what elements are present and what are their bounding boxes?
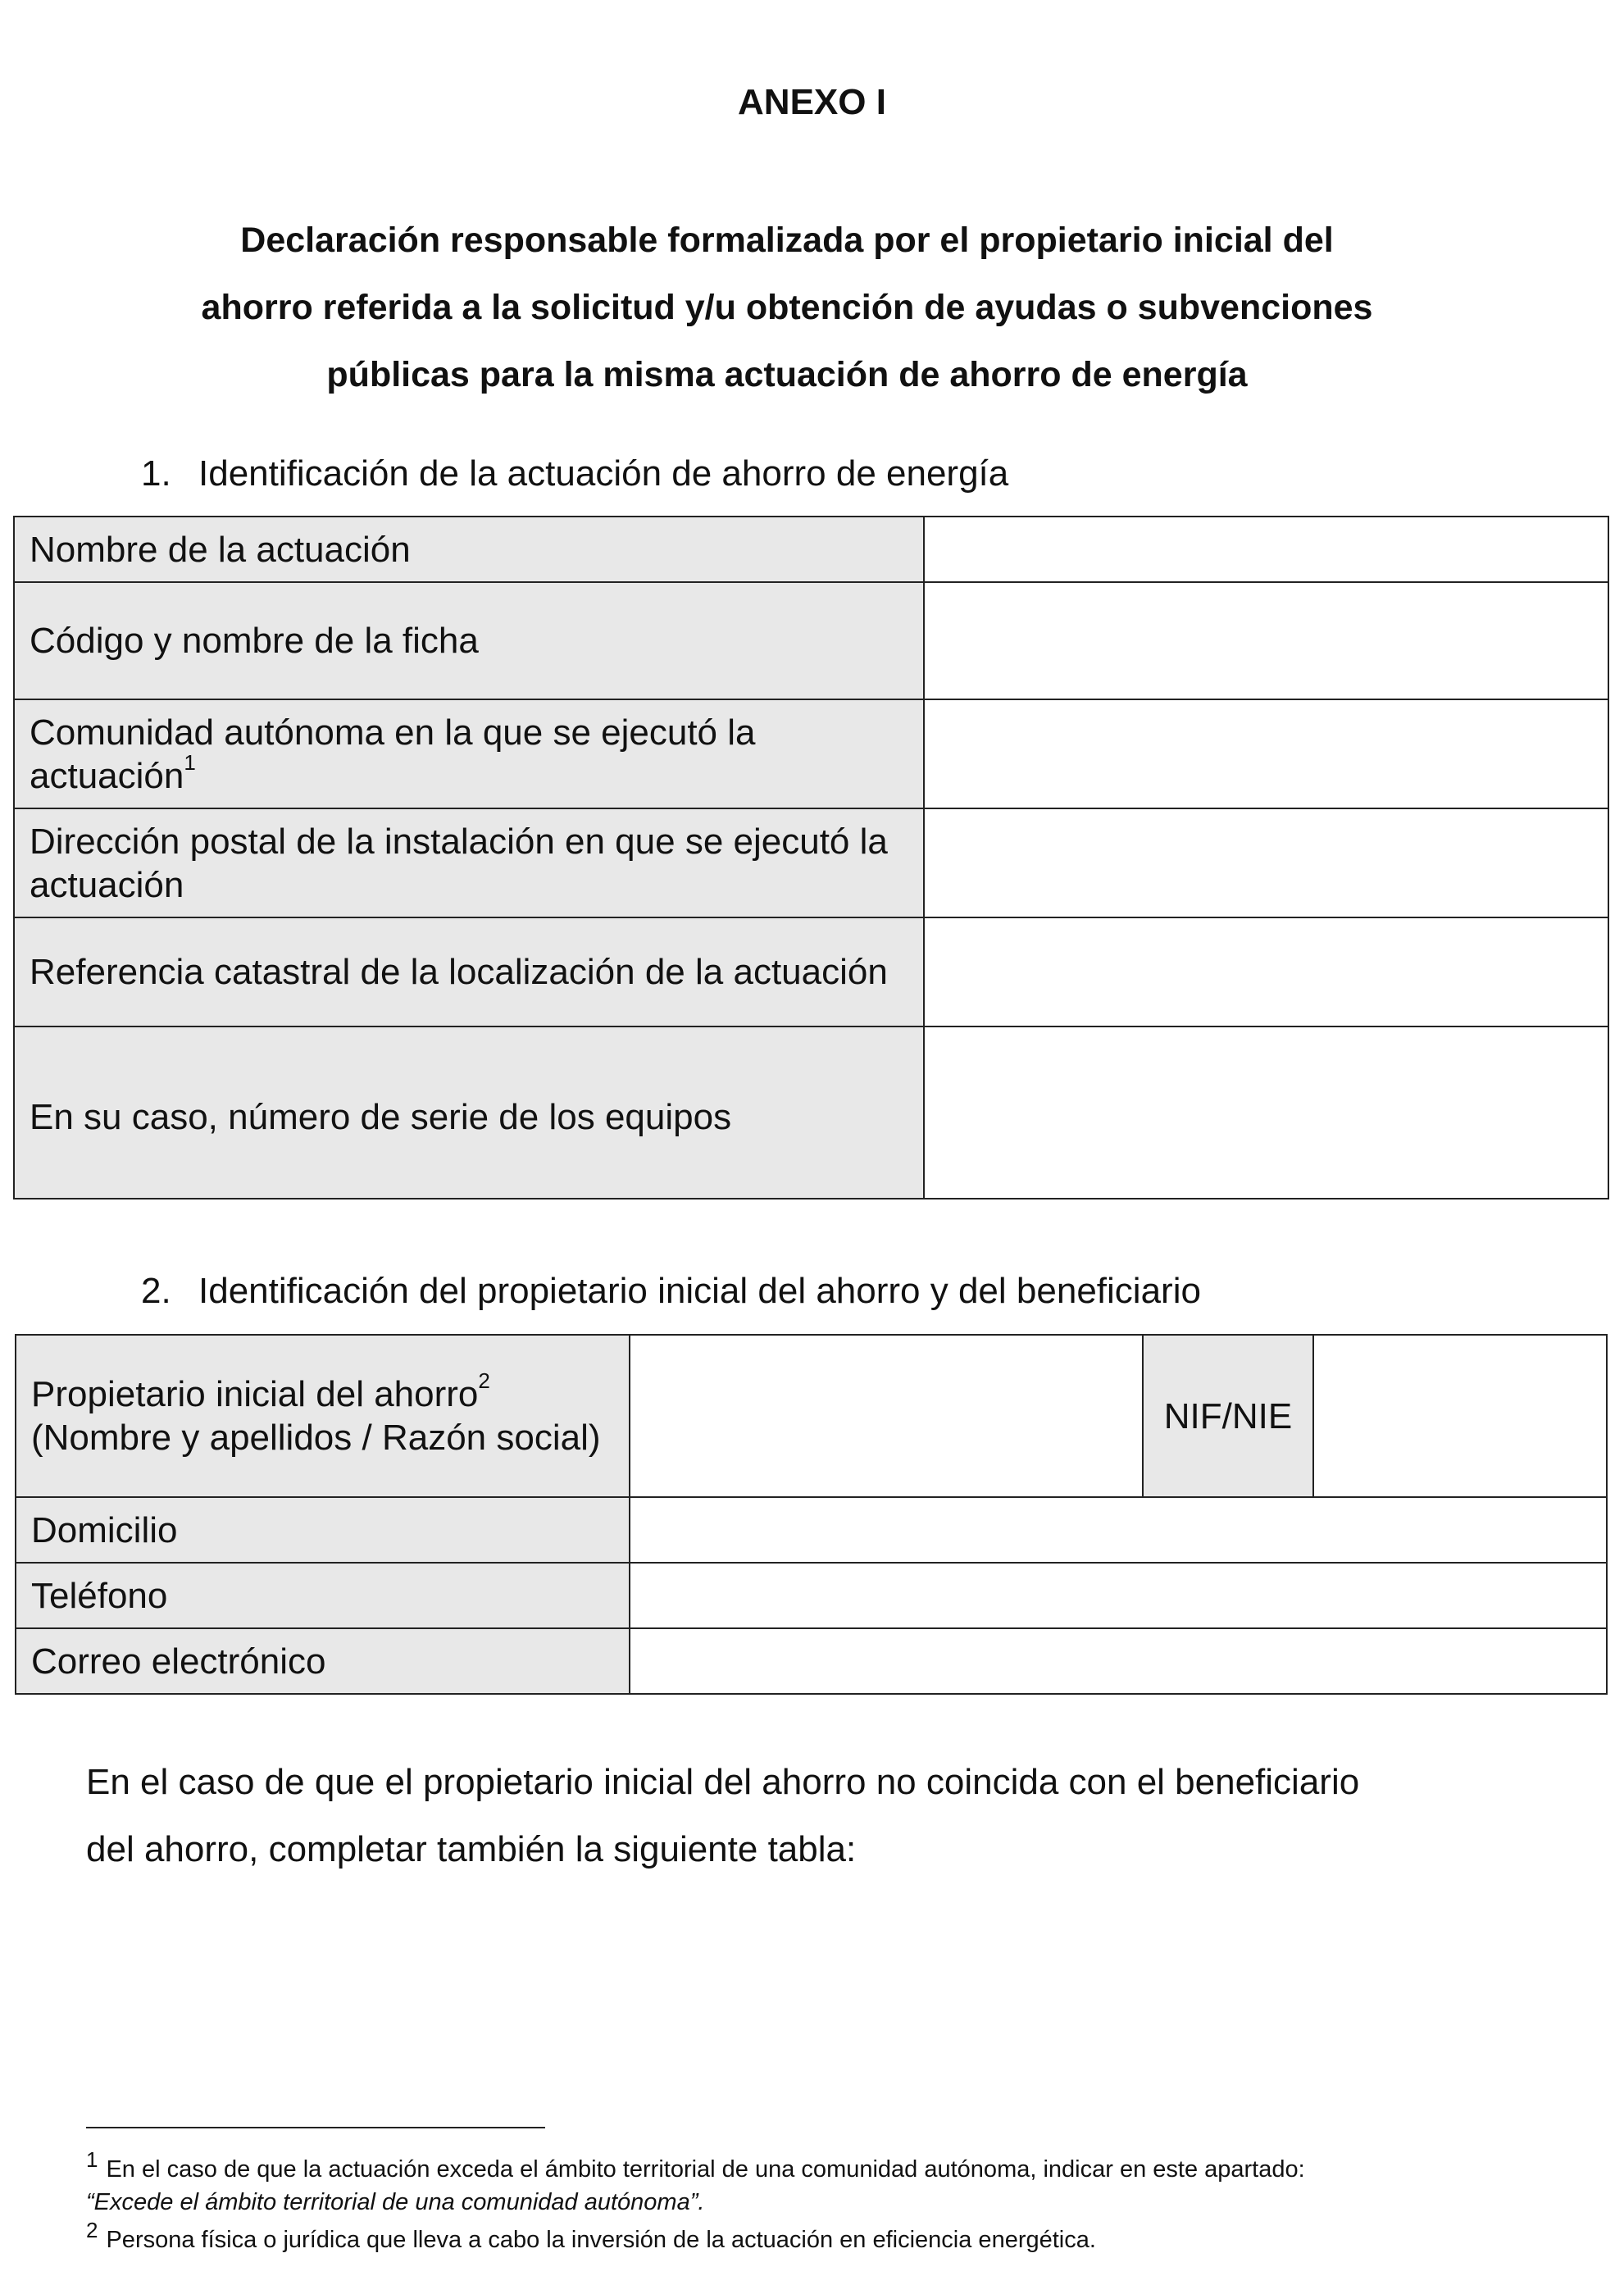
footnote-divider (86, 2127, 545, 2128)
owner-name-field[interactable] (630, 1335, 1143, 1497)
table-row (14, 917, 1608, 1026)
row-label: Teléfono (16, 1563, 630, 1628)
nif-label: NIF/NIE (1143, 1335, 1313, 1497)
table-row (14, 699, 1608, 808)
address-field[interactable] (630, 1497, 1607, 1563)
row-label-text: Comunidad autónoma en la que se ejecutó la actuación (30, 712, 756, 796)
paragraph-line: En el caso de que el propietario inicial del ahorro no coincida con el beneficiario (86, 1762, 1360, 1802)
row-value-field[interactable] (924, 917, 1608, 1026)
document-subtitle (123, 207, 1451, 408)
footnote-mark: 2 (86, 2218, 98, 2242)
row-label: Correo electrónico (16, 1628, 630, 1694)
table-row (16, 1497, 1607, 1563)
row-label: En su caso, número de serie de los equipos (14, 1026, 924, 1199)
table-row (14, 1026, 1608, 1199)
row-value-field[interactable] (924, 699, 1608, 808)
subtitle-line: públicas para la misma actuación de ahorro de energía (326, 355, 1248, 394)
row-value-field[interactable] (924, 808, 1608, 917)
instruction-paragraph (86, 1749, 1496, 1883)
row-label: Domicilio (16, 1497, 630, 1563)
actuation-table (13, 516, 1609, 1199)
document-title: ANEXO I (738, 82, 886, 122)
subtitle-line: Declaración responsable formalizada por el propietario inicial del (240, 221, 1334, 260)
owner-label-text: Propietario inicial del ahorro (31, 1374, 479, 1414)
owner-label-subtext: (Nombre y apellidos / Razón social) (31, 1418, 601, 1458)
section-2-heading (141, 1271, 1201, 1312)
row-label: Nombre de la actuación (14, 517, 924, 582)
footnote-2 (86, 2218, 1504, 2256)
owner-table (15, 1334, 1608, 1695)
footnote-text: Persona física o jurídica que lleva a cabo la inversión de la actuación en eficiencia energética. (106, 2227, 1096, 2253)
row-label: Dirección postal de la instalación en que se ejecutó la actuación (14, 808, 924, 917)
table-row (14, 582, 1608, 699)
email-field[interactable] (630, 1628, 1607, 1694)
table-row (14, 517, 1608, 582)
section-title: Identificación de la actuación de ahorro de energía (198, 453, 1009, 494)
table-row (16, 1335, 1607, 1497)
section-number: 2. (141, 1271, 171, 1311)
paragraph-line: del ahorro, completar también la siguiente tabla: (86, 1829, 857, 1869)
footnote-mark: 1 (86, 2147, 98, 2172)
row-label (14, 699, 924, 808)
section-1-heading (141, 453, 1008, 494)
table-row (16, 1563, 1607, 1628)
footnote-text: En el caso de que la actuación exceda el ámbito territorial de una comunidad autónoma, indicar en este apartado: (106, 2156, 1305, 2183)
row-value-field[interactable] (924, 1026, 1608, 1199)
table-row (16, 1628, 1607, 1694)
footnote-ref: 2 (478, 1368, 490, 1394)
row-label: Código y nombre de la ficha (14, 582, 924, 699)
phone-field[interactable] (630, 1563, 1607, 1628)
owner-label (16, 1335, 630, 1497)
section-title: Identificación del propietario inicial del ahorro y del beneficiario (198, 1271, 1201, 1311)
row-label: Referencia catastral de la localización de la actuación (14, 917, 924, 1026)
row-value-field[interactable] (924, 582, 1608, 699)
section-number: 1. (141, 453, 171, 494)
footnote-quote: “Excede el ámbito territorial de una comunidad autónoma”. (86, 2189, 705, 2215)
nif-field[interactable] (1313, 1335, 1607, 1497)
footnote-ref: 1 (184, 749, 196, 775)
row-value-field[interactable] (924, 517, 1608, 582)
subtitle-line: ahorro referida a la solicitud y/u obtención de ayudas o subvenciones (201, 288, 1373, 327)
footnote-1 (86, 2147, 1504, 2219)
table-row (14, 808, 1608, 917)
